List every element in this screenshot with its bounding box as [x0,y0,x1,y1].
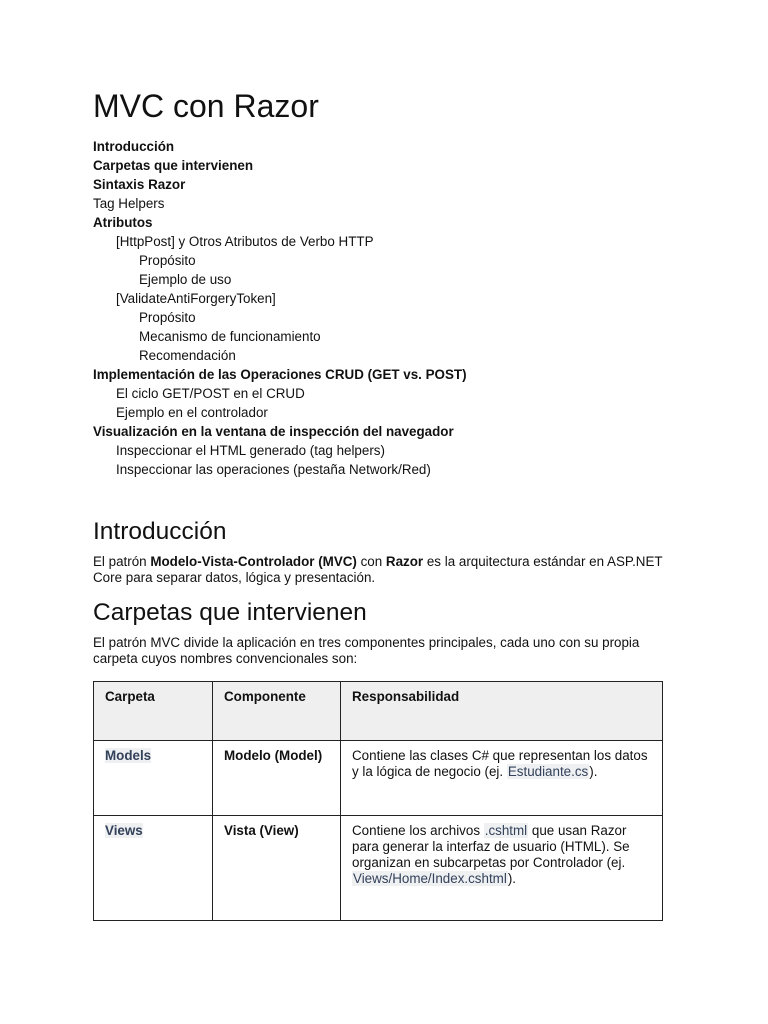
document-title: MVC con Razor [93,88,319,124]
toc-item[interactable]: Ejemplo de uso [139,272,232,287]
folders-paragraph: El patrón MVC divide la aplicación en tres componentes principales, cada uno con su propia carpeta cuyos nombres convencionales son: [93,635,640,666]
toc-item[interactable]: Atributos [93,215,153,230]
cell-component: Vista (View) [213,816,341,921]
table-of-contents [93,137,467,479]
cell-folder [94,816,213,921]
folders-heading: Carpetas que intervienen [93,599,367,626]
toc-item[interactable]: El ciclo GET/POST en el CRUD [116,386,305,401]
folders-table [93,681,663,921]
toc-item[interactable]: Mecanismo de funcionamiento [139,329,321,344]
column-header-component: Componente [213,682,341,741]
cell-responsibility: Contiene los archivos .cshtml que usan Razor para generar la interfaz de usuario (HTML). Se organizan en subcarpetas por Controlador (ej. Views/Home/Index.cshtml). [341,816,663,921]
toc-item[interactable]: [HttpPost] y Otros Atributos de Verbo HTTP [116,234,374,249]
toc-item[interactable]: Sintaxis Razor [93,177,186,192]
toc-item[interactable]: Propósito [139,310,196,325]
toc-item[interactable]: Inspeccionar el HTML generado (tag helpers) [116,443,385,458]
cell-responsibility: Contiene las clases C# que representan los datos y la lógica de negocio (ej. Estudiante.cs). [341,741,663,816]
table-row [94,816,663,921]
code-snippet: .cshtml [484,823,528,838]
code-snippet: Views/Home/Index.cshtml [353,871,507,886]
column-header-folder: Carpeta [94,682,213,741]
toc-item[interactable]: Propósito [139,253,196,268]
intro-paragraph: El patrón Modelo-Vista-Controlador (MVC) con Razor es la arquitectura estándar en ASP.NET Core para separar datos, lógica y presentación. [93,554,663,585]
intro-heading: Introducción [93,518,227,545]
toc-item[interactable]: Ejemplo en el controlador [116,405,268,420]
table-header-row [94,682,663,741]
toc-item[interactable]: Tag Helpers [93,196,165,211]
folder-name-models: Models [105,748,152,763]
folder-name-views: Views [105,823,143,838]
toc-item[interactable]: Implementación de las Operaciones CRUD (GET vs. POST) [93,367,467,382]
toc-item[interactable]: Recomendación [139,348,236,363]
toc-item[interactable]: [ValidateAntiForgeryToken] [116,291,276,306]
table-row [94,741,663,816]
toc-item[interactable]: Carpetas que intervienen [93,158,253,173]
code-snippet: Estudiante.cs [507,764,589,779]
cell-component: Modelo (Model) [213,741,341,816]
toc-item[interactable]: Inspeccionar las operaciones (pestaña Network/Red) [116,462,431,477]
column-header-responsibility: Responsabilidad [341,682,663,741]
toc-item[interactable]: Visualización en la ventana de inspección del navegador [93,424,454,439]
cell-folder [94,741,213,816]
toc-item[interactable]: Introducción [93,139,175,154]
